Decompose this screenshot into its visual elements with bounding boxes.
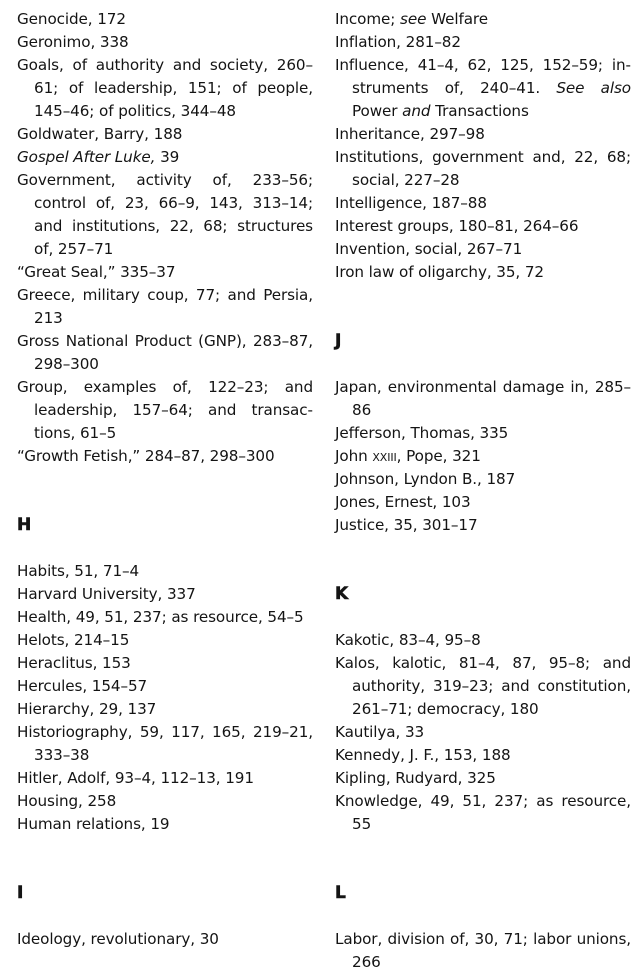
index-entry xyxy=(17,330,313,376)
entry-text: , Pope, 321 xyxy=(396,447,481,465)
entry-text: Intelligence, 187–88 xyxy=(335,194,487,212)
section-letter-heading: H xyxy=(17,515,32,535)
index-entry xyxy=(335,721,631,744)
index-entry xyxy=(17,721,313,767)
entry-text: Inflation, 281–82 xyxy=(335,33,461,51)
entry-text: Influence, 41–4, 62, 125, 152–59; instruments of, 240–41. xyxy=(335,56,631,97)
index-entry xyxy=(335,215,631,238)
entry-text: Jefferson, Thomas, 335 xyxy=(335,424,509,442)
entry-text: Helots, 214–15 xyxy=(17,631,130,649)
entry-text-italic: and xyxy=(402,102,431,120)
entry-text: Japan, environmental damage in, 285–86 xyxy=(335,378,631,419)
index-entry xyxy=(17,123,313,146)
section-letter-heading: I xyxy=(17,883,24,903)
index-entry xyxy=(17,675,313,698)
entry-text: Income; xyxy=(335,10,401,28)
entry-text: Hercules, 154–57 xyxy=(17,677,148,695)
entry-text: Kautilya, 33 xyxy=(335,723,425,741)
entry-text: Iron law of oligarchy, 35, 72 xyxy=(335,263,544,281)
index-section-k xyxy=(335,583,631,836)
index-section-j xyxy=(335,330,631,537)
entry-text: Welfare xyxy=(426,10,488,28)
index-entry xyxy=(335,8,631,31)
index-entry xyxy=(17,629,313,652)
index-section-i xyxy=(17,882,313,951)
entry-text: Gross National Product (GNP), 283–87, 298–300 xyxy=(17,332,313,373)
entry-text: Institutions, government and, 22, 68; social, 227–28 xyxy=(335,148,631,189)
entry-text: Kalos, kalotic, 81–4, 87, 95–8; and authority, 319–23; and constitution, 261–71; democracy, 180 xyxy=(335,654,631,718)
entry-text: “Great Seal,” 335–37 xyxy=(17,263,176,281)
index-entry xyxy=(17,790,313,813)
index-entry xyxy=(335,422,631,445)
entry-text: Government, activity of, 233–56; control of, 23, 66–9, 143, 313–14; and institutions, 22, 68; structures of, 257–71 xyxy=(17,171,313,258)
index-entry xyxy=(17,583,313,606)
entry-text: Heraclitus, 153 xyxy=(17,654,131,672)
index-entry xyxy=(335,192,631,215)
index-entry xyxy=(17,376,313,445)
index-entry xyxy=(335,491,631,514)
index-entry xyxy=(17,606,313,629)
entry-text: 39 xyxy=(155,148,180,166)
entry-text: Invention, social, 267–71 xyxy=(335,240,523,258)
index-section-l xyxy=(335,882,631,974)
entry-text-smallcaps: xxiii xyxy=(372,447,397,465)
entry-text: Interest groups, 180–81, 264–66 xyxy=(335,217,579,235)
index-entry xyxy=(335,514,631,537)
entry-text: Kennedy, J. F., 153, 188 xyxy=(335,746,511,764)
index-entry xyxy=(17,652,313,675)
index-entry xyxy=(335,261,631,284)
entry-text: Habits, 51, 71–4 xyxy=(17,562,140,580)
entry-text: Hitler, Adolf, 93–4, 112–13, 191 xyxy=(17,769,254,787)
entry-text: Greece, military coup, 77; and Persia, 213 xyxy=(17,286,313,327)
index-entry xyxy=(17,31,313,54)
index-entry xyxy=(17,8,313,31)
entry-text: “Growth Fetish,” 284–87, 298–300 xyxy=(17,447,275,465)
index-entry xyxy=(335,31,631,54)
index-entry xyxy=(335,767,631,790)
entry-text: Hierarchy, 29, 137 xyxy=(17,700,157,718)
entry-text: Harvard University, 337 xyxy=(17,585,196,603)
entry-text: Goals, of authority and society, 260–61; of leadership, 151; of people, 145–46; of politics, 344–48 xyxy=(17,56,313,120)
entry-text: Health, 49, 51, 237; as resource, 54–5 xyxy=(17,608,304,626)
entry-text: Historiography, 59, 117, 165, 219–21, 333–38 xyxy=(17,723,313,764)
index-entry xyxy=(17,928,313,951)
index-entry xyxy=(17,261,313,284)
section-letter-heading: L xyxy=(335,883,346,903)
index-section-continued xyxy=(335,8,631,284)
index-entry xyxy=(335,54,631,123)
entry-text: Ideology, revolutionary, 30 xyxy=(17,930,219,948)
index-entry xyxy=(17,767,313,790)
index-column-left xyxy=(17,8,313,951)
index-section-continued xyxy=(17,8,313,468)
index-entry xyxy=(17,560,313,583)
index-section-h xyxy=(17,514,313,836)
entry-text-italic: See also xyxy=(556,79,631,97)
entry-text: Power xyxy=(352,102,403,120)
entry-text: Labor, division of, 30, 71; labor unions, 266 xyxy=(335,930,631,971)
entry-text: Justice, 35, 301–17 xyxy=(335,516,478,534)
index-entry xyxy=(17,698,313,721)
index-entry xyxy=(335,123,631,146)
entry-text: Human relations, 19 xyxy=(17,815,170,833)
entry-text: Goldwater, Barry, 188 xyxy=(17,125,183,143)
index-entry xyxy=(335,468,631,491)
entry-text: Transactions xyxy=(430,102,529,120)
entry-text: Geronimo, 338 xyxy=(17,33,129,51)
section-letter-heading: K xyxy=(335,584,349,604)
index-entry xyxy=(17,54,313,123)
index-entry xyxy=(17,813,313,836)
entry-text: Jones, Ernest, 103 xyxy=(335,493,471,511)
index-entry xyxy=(17,445,313,468)
index-entry xyxy=(17,146,313,169)
index-entry xyxy=(17,169,313,261)
index-entry xyxy=(335,146,631,192)
entry-text: Kipling, Rudyard, 325 xyxy=(335,769,496,787)
index-entry xyxy=(335,629,631,652)
index-column-right xyxy=(335,8,631,974)
index-entry xyxy=(335,744,631,767)
entry-text: Kakotic, 83–4, 95–8 xyxy=(335,631,481,649)
entry-text: Genocide, 172 xyxy=(17,10,126,28)
index-entry xyxy=(17,284,313,330)
entry-text: Knowledge, 49, 51, 237; as resource, 55 xyxy=(335,792,631,833)
entry-text: Housing, 258 xyxy=(17,792,117,810)
entry-text-italic: see xyxy=(400,10,427,28)
section-letter-heading: J xyxy=(335,331,342,351)
entry-text: John xyxy=(335,447,373,465)
index-entry xyxy=(335,652,631,721)
entry-text: Johnson, Lyndon B., 187 xyxy=(335,470,516,488)
index-entry xyxy=(335,928,631,974)
index-entry xyxy=(335,238,631,261)
entry-text: Inheritance, 297–98 xyxy=(335,125,485,143)
entry-text: Group, examples of, 122–23; and leadership, 157–64; and transactions, 61–5 xyxy=(17,378,313,442)
index-entry xyxy=(335,445,631,468)
entry-text-italic: Gospel After Luke, xyxy=(17,148,156,166)
index-entry xyxy=(335,376,631,422)
index-entry xyxy=(335,790,631,836)
